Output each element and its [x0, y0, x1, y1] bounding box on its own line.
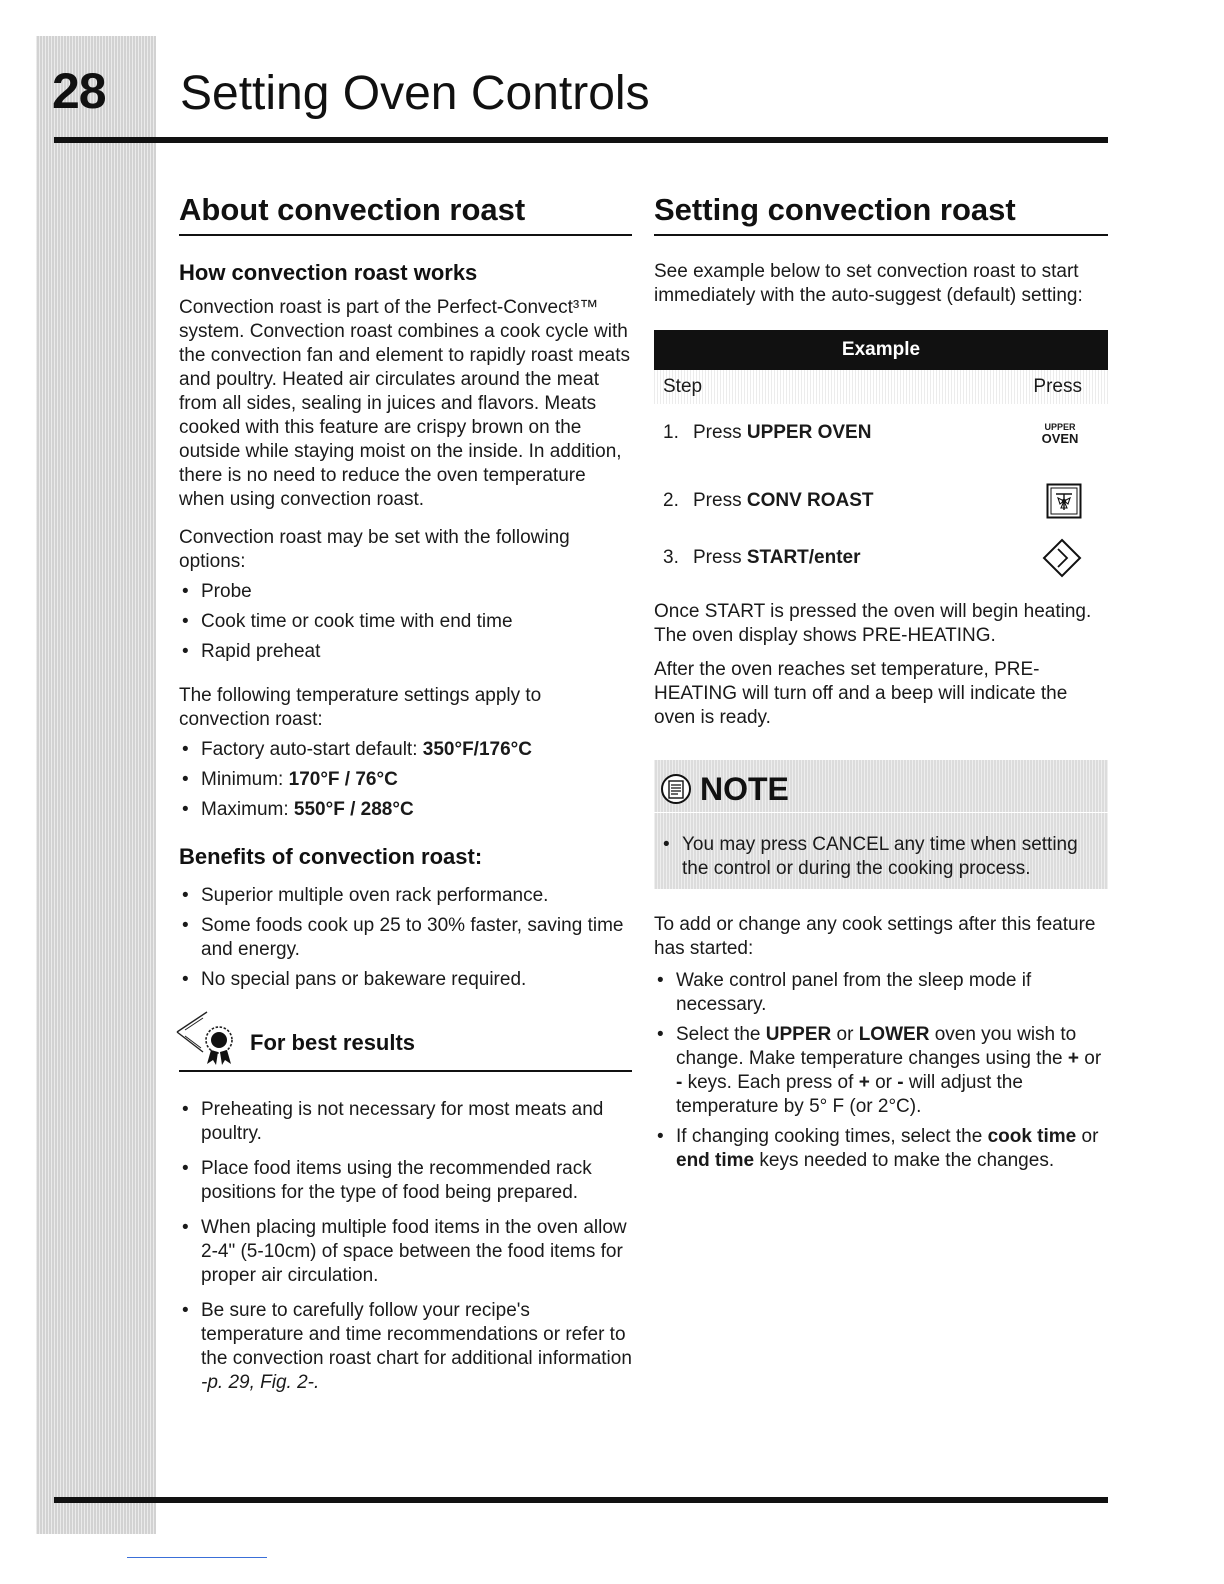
list-item: • Wake control panel from the sleep mode if necessary.: [654, 969, 1108, 1017]
list-item: • Place food items using the recommended rack positions for the type of food being prepared.: [179, 1157, 632, 1205]
press-column-label: Press: [1033, 376, 1082, 397]
list-item: • Select the UPPER or LOWER oven you wish to change. Make temperature changes using the + or - keys. Each press of + or - will adjust the temperature by 5° F (or 2°C).: [654, 1023, 1108, 1119]
list-item: • No special pans or bakeware required.: [179, 968, 632, 992]
table-row: [654, 404, 1108, 462]
page-title: Setting Oven Controls: [180, 67, 650, 120]
table-row: [654, 462, 1108, 540]
list-item: • Preheating is not necessary for most meats and poultry.: [179, 1098, 632, 1146]
step-text: 2. Press CONV ROAST: [663, 490, 874, 511]
temps-intro: The following temperature settings apply to convection roast:: [179, 685, 542, 730]
top-rule: [54, 137, 1108, 143]
best-results-list: [179, 1098, 632, 1395]
list-item: • If changing cooking times, select the cook time or end time keys needed to make the changes.: [654, 1125, 1108, 1173]
list-item: • Some foods cook up 25 to 30% faster, saving time and energy.: [179, 914, 632, 962]
best-results-header: [179, 1006, 632, 1072]
step-column-label: Step: [663, 376, 703, 397]
section-title-about: About convection roast: [179, 192, 632, 236]
right-column: [654, 192, 1108, 1173]
note-list: [660, 833, 1100, 881]
best-results-title: For best results: [250, 1030, 416, 1055]
preheat-complete-paragraph: After the oven reaches set temperature, PRE-HEATING will turn off and a beep will indicate the oven is ready.: [654, 659, 1068, 728]
upper-oven-key-icon: UPPER OVEN: [1041, 422, 1079, 446]
left-column: [179, 192, 632, 1395]
list-item: • Minimum: 170°F / 76°C: [179, 768, 632, 792]
bottom-rule: [54, 1497, 1108, 1503]
example-table: [654, 330, 1108, 576]
after-start-paragraph: Once START is pressed the oven will begin heating. The oven display shows PRE-HEATING.: [654, 601, 1092, 646]
note-header: [654, 766, 1108, 813]
how-it-works-heading: How convection roast works: [179, 260, 478, 285]
note-icon: [660, 773, 692, 805]
list-item: • Maximum: 550°F / 288°C: [179, 798, 632, 822]
note-title: NOTE: [700, 770, 789, 807]
blue-underline: [127, 1557, 267, 1558]
page-number: 28: [52, 63, 106, 119]
note-text: • You may press CANCEL any time when setting the control or during the cooking process.: [660, 833, 1100, 881]
section-title-setting: Setting convection roast: [654, 192, 1108, 236]
benefits-heading: Benefits of convection roast:: [179, 844, 483, 869]
how-it-works-paragraph: Convection roast is part of the Perfect-Convect³™ system. Convection roast combines a cook cycle with the convection fan and element to rapidly roast meats and poultry. Heated air circulates around the meat from all sides, sealing in juices and flavors. Meats cooked with this feature are crispy brown on the outside while staying moist on the inside. In addition, there is no need to reduce the oven temperature when using convection roast.: [179, 297, 630, 510]
ribbon-award-icon: [173, 1006, 237, 1066]
table-row: [654, 540, 1108, 576]
list-item: • Cook time or cook time with end time: [179, 610, 632, 634]
conv-roast-key-icon: [1046, 483, 1082, 519]
side-strip: [36, 36, 156, 1534]
intro-paragraph: See example below to set convection roast to start immediately with the auto-suggest (default) setting:: [654, 261, 1083, 306]
note-box: [654, 760, 1108, 889]
step-text: 3. Press START/enter: [663, 547, 861, 568]
change-settings-list: [654, 969, 1108, 1173]
change-settings-intro: To add or change any cook settings after this feature has started:: [654, 914, 1096, 959]
example-title: Example: [654, 330, 1108, 370]
step-text: 1. Press UPPER OVEN: [663, 422, 872, 443]
list-item: • When placing multiple food items in the oven allow 2-4" (5-10cm) of space between the food items for proper air circulation.: [179, 1216, 632, 1288]
options-list: [179, 580, 632, 664]
list-item: • Factory auto-start default: 350°F/176°C: [179, 738, 632, 762]
options-intro: Convection roast may be set with the following options:: [179, 527, 570, 572]
list-item: • Be sure to carefully follow your recipe's temperature and time recommendations or refer to the convection roast chart for additional information -p. 29, Fig. 2-.: [179, 1299, 632, 1395]
start-enter-key-icon: [1042, 538, 1082, 578]
temps-list: [179, 738, 632, 822]
list-item: • Rapid preheat: [179, 640, 632, 664]
step-header: [654, 370, 1108, 404]
list-item: • Superior multiple oven rack performance.: [179, 884, 632, 908]
list-item: • Probe: [179, 580, 632, 604]
page-reference: -p. 29, Fig. 2-.: [201, 1372, 320, 1393]
benefits-list: [179, 884, 632, 992]
